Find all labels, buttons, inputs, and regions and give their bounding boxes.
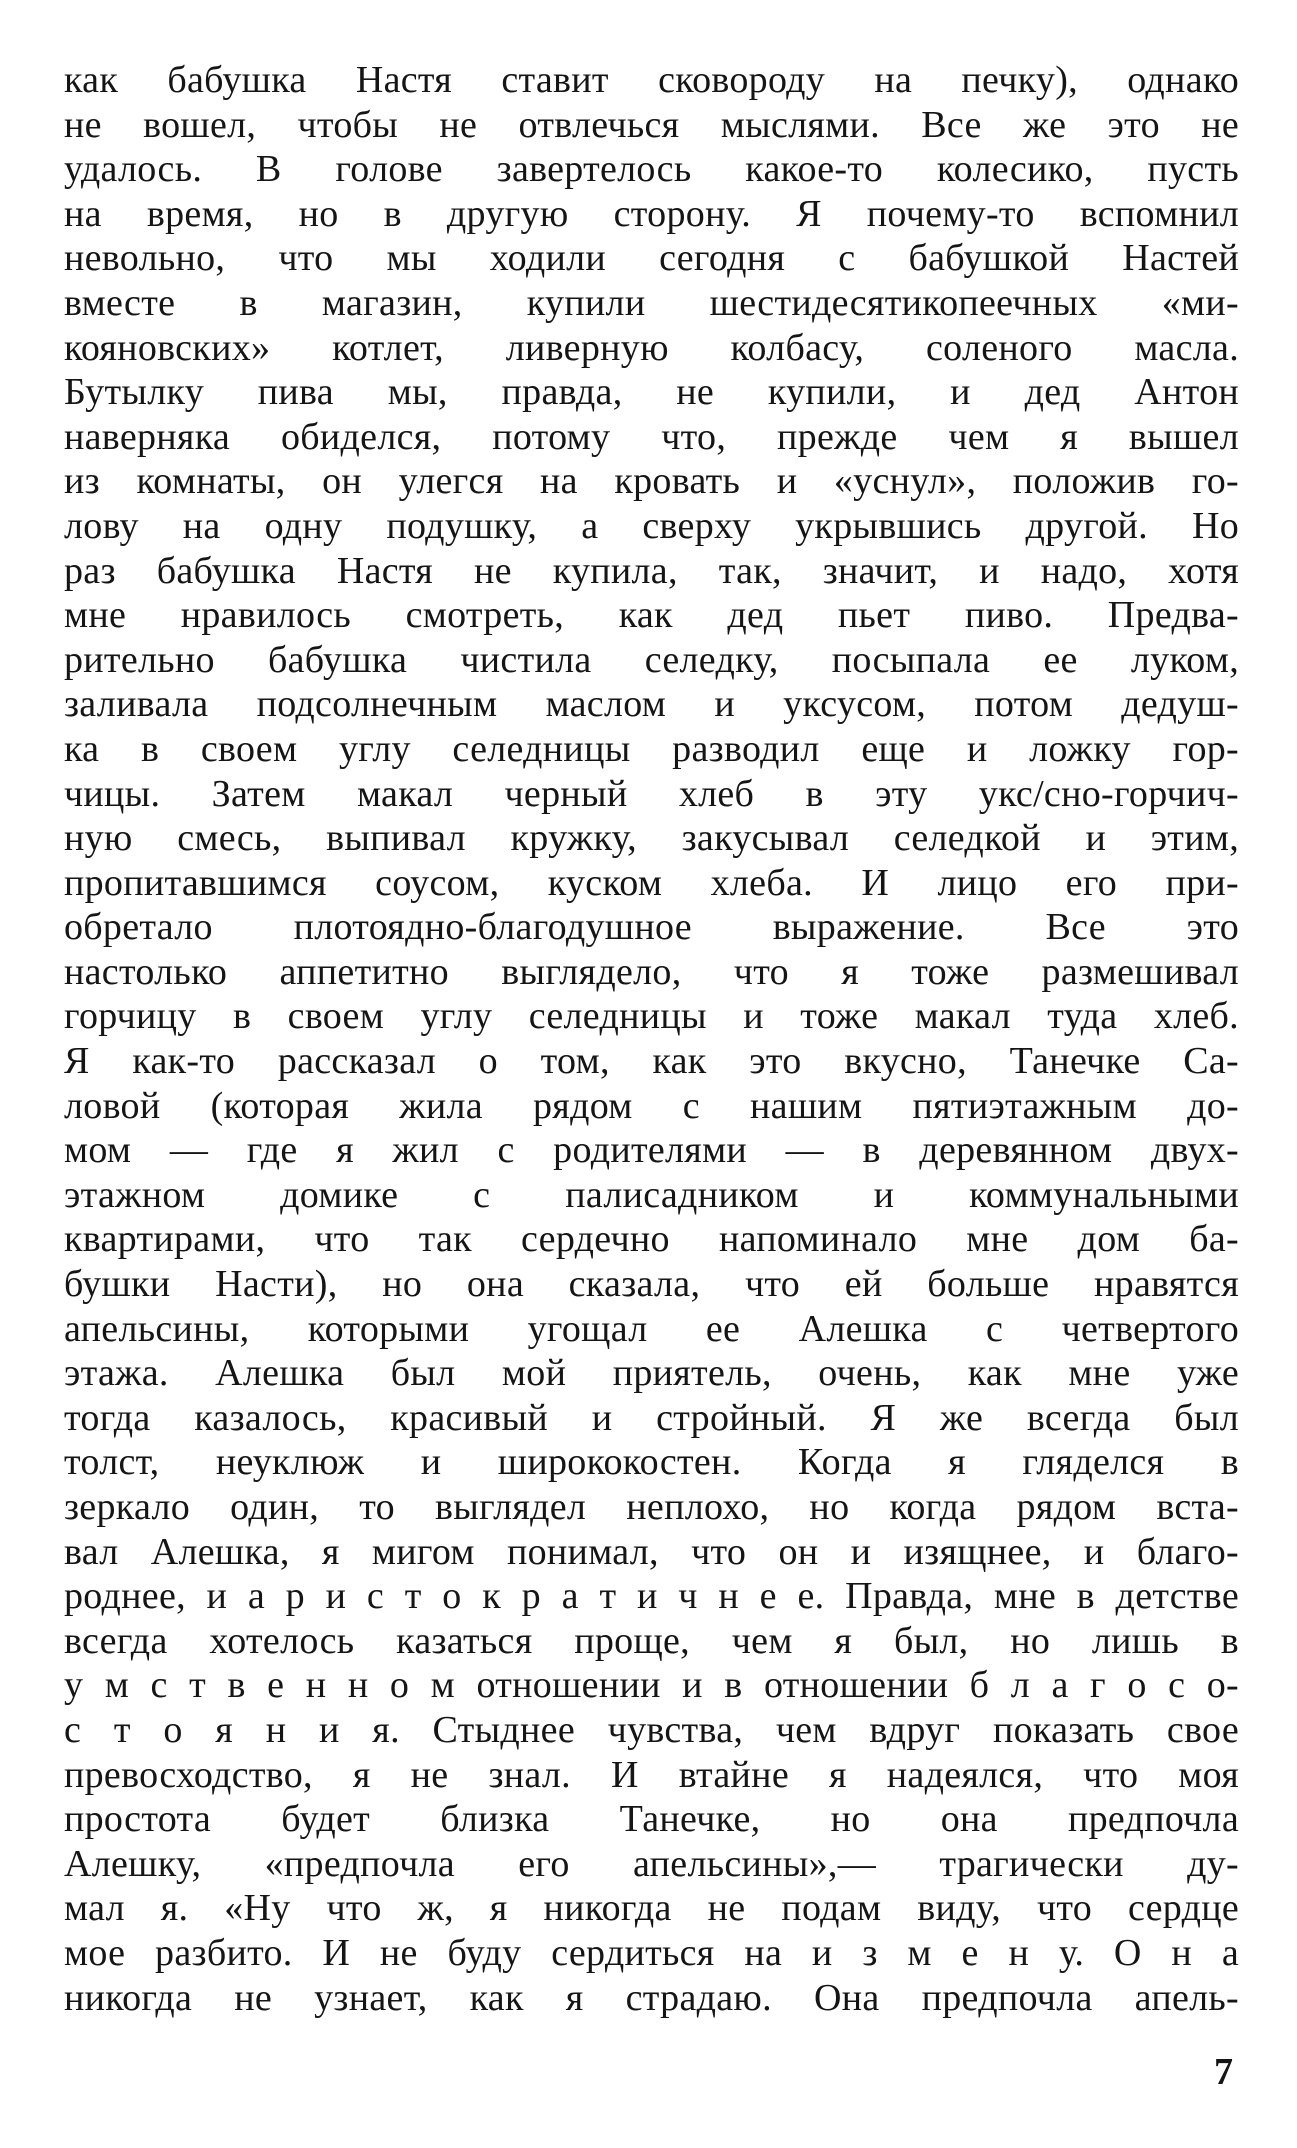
text-line: превосходство, я не знал. И втайне я надеялся, что моя: [64, 1753, 1239, 1796]
text-line: никогда не узнает, как я страдаю. Она предпочла апель-: [64, 1976, 1239, 2019]
text-line: Алешку, «предпочла его апельсины»,— трагически ду-: [64, 1842, 1239, 1885]
text-line: простота будет близка Танечке, но она предпочла: [64, 1798, 1239, 1841]
text-line: как бабушка Настя ставит сковороду на печку), однако: [64, 59, 1239, 101]
text-line: обретало плотоядно-благодушное выражение. Все это: [64, 906, 1239, 949]
text-line: этажа. Алешка был мой приятель, очень, как мне уже: [64, 1352, 1239, 1395]
text-line: раз бабушка Настя не купила, так, значит, и надо, хотя: [64, 549, 1239, 592]
text-line: кояновских» котлет, ливерную колбасу, соленого масла.: [64, 326, 1239, 369]
text-line: настолько аппетитно выглядело, что я тоже размешивал: [64, 950, 1239, 993]
text-line: ную смесь, выпивал кружку, закусывал селедкой и этим,: [64, 817, 1239, 860]
text-line: лову на одну подушку, а сверху укрывшись другой. Но: [64, 504, 1239, 547]
text-line: горчицу в своем углу селедницы и тоже макал туда хлеб.: [64, 995, 1239, 1038]
text-line: наверняка обиделся, потому что, прежде чем я вышел: [64, 415, 1239, 458]
text-line: этажном домике с палисадником и коммунальными: [64, 1173, 1239, 1216]
text-line: пропитавшимся соусом, куском хлеба. И лицо его при-: [64, 861, 1239, 904]
text-line: чицы. Затем макал черный хлеб в эту укс/сно-горчич-: [64, 772, 1239, 815]
text-line: квартирами, что так сердечно напоминало мне дом ба-: [64, 1218, 1239, 1261]
text-line: роднее, и а р и с т о к р а т и ч н е е. Правда, мне в детстве: [64, 1575, 1239, 1618]
text-line: на время, но в другую сторону. Я почему-то вспомнил: [64, 192, 1239, 235]
text-line: не вошел, чтобы не отвлечься мыслями. Все же это не: [64, 103, 1239, 146]
text-line: мое разбито. И не буду сердиться на и з м е н у. О н а: [64, 1931, 1239, 1974]
text-line: из комнаты, он улегся на кровать и «уснул», положив го-: [64, 460, 1239, 503]
text-line: удалось. В голове завертелось какое-то колесико, пусть: [64, 148, 1239, 191]
text-line: мне нравилось смотреть, как дед пьет пиво. Предва-: [64, 594, 1239, 637]
text-line: бушки Насти), но она сказала, что ей больше нравятся: [64, 1263, 1239, 1306]
text-line: вал Алешка, я мигом понимал, что он и изящнее, и благо-: [64, 1530, 1239, 1573]
text-line: с т о я н и я. Стыднее чувства, чем вдруг показать свое: [64, 1708, 1239, 1751]
page-text: [64, 58, 1239, 2020]
text-line: зеркало один, то выглядел неплохо, но когда рядом вста-: [64, 1486, 1239, 1528]
text-line: толст, неуклюж и ширококостен. Когда я гляделся в: [64, 1441, 1239, 1484]
text-line: вместе в магазин, купили шестидесятикопеечных «ми-: [64, 281, 1239, 324]
text-line: у м с т в е н н о м отношении и в отношении б л а г о с о-: [64, 1664, 1239, 1707]
text-line: всегда хотелось казаться проще, чем я был, но лишь в: [64, 1619, 1239, 1662]
text-line: заливала подсолнечным маслом и уксусом, потом дедуш-: [64, 683, 1239, 726]
text-line: рительно бабушка чистила селедку, посыпала ее луком,: [64, 638, 1239, 681]
text-line: мом — где я жил с родителями — в деревянном двух-: [64, 1129, 1239, 1172]
text-line: ловой (которая жила рядом с нашим пятиэтажным до-: [64, 1084, 1239, 1127]
text-line: мал я. «Ну что ж, я никогда не подам виду, что сердце: [64, 1887, 1239, 1930]
page-number: 7: [1214, 2051, 1233, 2093]
text-line: Я как-то рассказал о том, как это вкусно, Танечке Са-: [64, 1040, 1239, 1083]
text-line: тогда казалось, красивый и стройный. Я же всегда был: [64, 1396, 1239, 1439]
text-line: апельсины, которыми угощал ее Алешка с четвертого: [64, 1307, 1239, 1350]
text-line: Бутылку пива мы, правда, не купили, и дед Антон: [64, 371, 1239, 414]
text-line: ка в своем углу селедницы разводил еще и ложку гор-: [64, 727, 1239, 770]
text-line: невольно, что мы ходили сегодня с бабушкой Настей: [64, 237, 1239, 280]
